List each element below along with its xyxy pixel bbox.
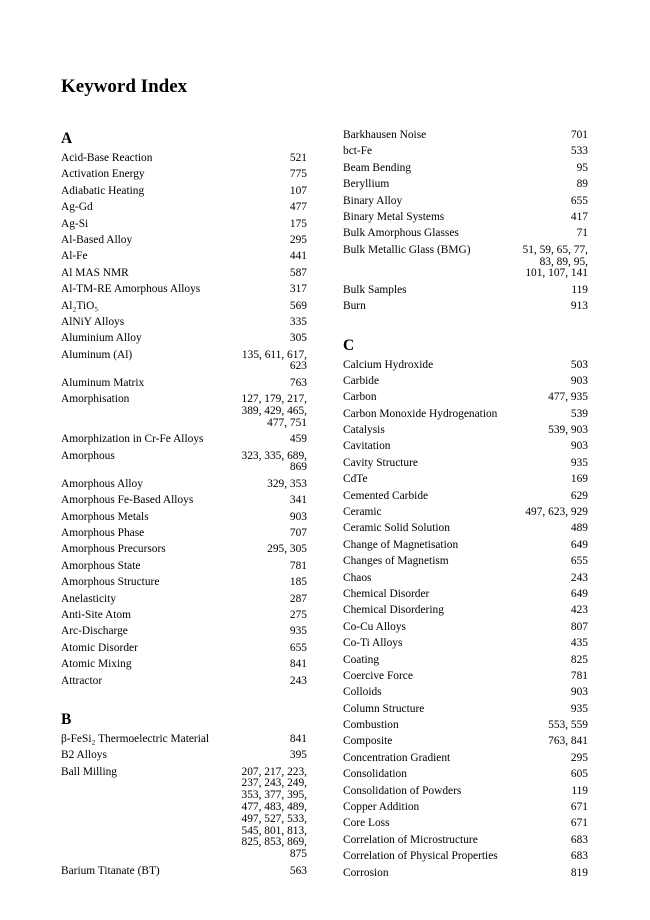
index-pages: 95 bbox=[576, 161, 588, 174]
index-entry bbox=[343, 753, 588, 765]
index-pages: 841 bbox=[289, 732, 307, 745]
index-entry bbox=[61, 528, 307, 540]
index-term: CdTe bbox=[343, 473, 368, 486]
index-pages: 763 bbox=[289, 376, 307, 389]
index-pages: 169 bbox=[570, 473, 588, 486]
index-term: Coercive Force bbox=[343, 669, 413, 682]
index-pages: 935 bbox=[289, 625, 307, 638]
index-term: Correlation of Physical Properties bbox=[343, 850, 498, 863]
index-pages: 135, 611, 617, 623 bbox=[241, 348, 307, 373]
index-pages: 295 bbox=[570, 751, 588, 764]
index-term: Ceramic bbox=[343, 506, 382, 519]
section-letter: C bbox=[343, 336, 355, 354]
index-pages: 781 bbox=[570, 669, 588, 682]
index-term: Catalysis bbox=[343, 424, 385, 437]
index-term: Aluminum (Al) bbox=[61, 348, 133, 361]
index-entry bbox=[343, 573, 588, 585]
index-entry bbox=[343, 605, 588, 617]
index-entry bbox=[343, 376, 588, 388]
index-term: Ball Milling bbox=[61, 765, 118, 778]
index-pages: 935 bbox=[570, 702, 588, 715]
index-pages: 477, 935 bbox=[548, 391, 588, 404]
index-term: Burn bbox=[343, 300, 366, 313]
index-entry bbox=[61, 512, 307, 524]
index-entry bbox=[343, 196, 588, 208]
index-entry bbox=[343, 425, 588, 437]
index-entry bbox=[61, 202, 307, 214]
index-pages: 477 bbox=[289, 201, 307, 214]
index-term: Core Loss bbox=[343, 817, 390, 830]
index-term: Amorphous Fe-Based Alloys bbox=[61, 494, 194, 507]
index-entry bbox=[61, 676, 307, 688]
index-pages: 553, 559 bbox=[548, 719, 588, 732]
index-entry bbox=[61, 251, 307, 263]
index-pages: 341 bbox=[289, 494, 307, 507]
index-pages: 935 bbox=[570, 456, 588, 469]
index-pages: 563 bbox=[289, 864, 307, 877]
index-entry bbox=[343, 245, 588, 280]
index-entry bbox=[343, 285, 588, 297]
index-term: Atomic Mixing bbox=[61, 658, 132, 671]
section-letter: A bbox=[61, 130, 73, 147]
index-term: Al₂TiO₅ bbox=[61, 299, 99, 312]
index-entry bbox=[343, 146, 588, 158]
index-term: Beryllium bbox=[343, 178, 390, 191]
index-pages: 323, 335, 689, 869 bbox=[241, 449, 307, 474]
index-entry bbox=[343, 835, 588, 847]
index-term: Chaos bbox=[343, 571, 372, 584]
index-entry bbox=[61, 643, 307, 655]
index-term: Al-Fe bbox=[61, 250, 88, 263]
index-pages: 51, 59, 65, 77, 83, 89, 95, 101, 107, 141 bbox=[522, 243, 588, 280]
index-term: Cavity Structure bbox=[343, 456, 418, 469]
index-entry bbox=[343, 523, 588, 535]
index-entry bbox=[61, 479, 307, 491]
index-pages: 521 bbox=[289, 152, 307, 164]
index-pages: 913 bbox=[570, 300, 588, 313]
index-pages: 185 bbox=[289, 576, 307, 589]
index-pages: 497, 623, 929 bbox=[525, 506, 588, 519]
index-term: Amorphous Alloy bbox=[61, 477, 143, 490]
index-term: Carbon bbox=[343, 391, 377, 404]
index-term: Corrosion bbox=[343, 866, 389, 879]
index-pages: 763, 841 bbox=[548, 735, 588, 748]
index-entry bbox=[343, 851, 588, 863]
index-term: Chemical Disorder bbox=[343, 587, 430, 600]
index-entry bbox=[343, 769, 588, 781]
index-term: Coating bbox=[343, 653, 380, 666]
index-entry bbox=[61, 394, 307, 429]
index-term: B2 Alloys bbox=[61, 749, 107, 762]
index-entry bbox=[61, 495, 307, 507]
index-term: Correlation of Microstructure bbox=[343, 833, 478, 846]
index-entry bbox=[343, 818, 588, 830]
index-pages: 175 bbox=[289, 217, 307, 230]
index-term: Activation Energy bbox=[61, 168, 145, 181]
index-pages: 707 bbox=[289, 527, 307, 539]
index-term: Anelasticity bbox=[61, 592, 117, 605]
index-term: Al MAS NMR bbox=[61, 266, 129, 279]
index-pages: 335 bbox=[289, 315, 307, 328]
index-entry bbox=[343, 622, 588, 634]
index-entry bbox=[343, 736, 588, 748]
index-pages: 395 bbox=[289, 749, 307, 762]
index-term: Amorphous Structure bbox=[61, 576, 160, 589]
index-entry bbox=[343, 786, 588, 798]
index-entry bbox=[61, 561, 307, 573]
index-pages: 127, 179, 217, 389, 429, 465, 477, 751 bbox=[241, 393, 307, 429]
index-pages: 89 bbox=[576, 178, 588, 191]
index-entry bbox=[61, 268, 307, 280]
index-entry bbox=[343, 163, 588, 175]
index-pages: 903 bbox=[570, 686, 588, 699]
index-pages: 649 bbox=[570, 587, 588, 600]
index-pages: 533 bbox=[570, 145, 588, 158]
index-pages: 701 bbox=[570, 129, 588, 141]
index-term: Amorphisation bbox=[61, 393, 130, 406]
index-entry bbox=[61, 284, 307, 296]
index-entry bbox=[343, 638, 588, 650]
index-term: Amorphization in Cr-Fe Alloys bbox=[61, 433, 204, 446]
index-term: Column Structure bbox=[343, 702, 425, 715]
index-entry bbox=[61, 317, 307, 329]
index-term: Chemical Disordering bbox=[343, 604, 444, 617]
index-pages: 329, 353 bbox=[267, 477, 307, 490]
index-pages: 807 bbox=[570, 620, 588, 633]
index-entry bbox=[61, 378, 307, 390]
index-pages: 683 bbox=[570, 833, 588, 846]
index-term: Aluminium Alloy bbox=[61, 332, 142, 345]
index-entry bbox=[61, 350, 307, 374]
index-pages: 825 bbox=[570, 653, 588, 666]
index-entry bbox=[343, 540, 588, 552]
index-pages: 655 bbox=[289, 641, 307, 654]
index-entry bbox=[343, 671, 588, 683]
index-term: Ag-Si bbox=[61, 217, 89, 230]
index-pages: 841 bbox=[289, 658, 307, 671]
index-term: Bulk Metallic Glass (BMG) bbox=[343, 243, 471, 256]
index-pages: 423 bbox=[570, 604, 588, 617]
index-term: Binary Metal Systems bbox=[343, 210, 445, 223]
index-term: Anti-Site Atom bbox=[61, 608, 131, 621]
index-entry bbox=[343, 458, 588, 470]
index-term: Beam Bending bbox=[343, 161, 412, 174]
index-pages: 781 bbox=[289, 559, 307, 572]
index-pages: 275 bbox=[289, 608, 307, 621]
index-term: Bulk Amorphous Glasses bbox=[343, 227, 459, 240]
index-pages: 569 bbox=[289, 299, 307, 312]
index-entry bbox=[343, 802, 588, 814]
index-pages: 243 bbox=[570, 571, 588, 584]
index-pages: 295 bbox=[289, 233, 307, 246]
index-term: Concentration Gradient bbox=[343, 751, 451, 764]
index-term: Cemented Carbide bbox=[343, 489, 429, 502]
index-term: Barium Titanate (BT) bbox=[61, 864, 160, 877]
index-entry bbox=[61, 186, 307, 198]
index-pages: 243 bbox=[289, 674, 307, 687]
index-entry bbox=[343, 212, 588, 224]
index-term: Consolidation bbox=[343, 768, 407, 781]
index-term: Changes of Magnetism bbox=[343, 555, 449, 568]
index-entry bbox=[343, 507, 588, 519]
index-entry bbox=[343, 301, 588, 313]
index-pages: 207, 217, 223, 237, 243, 249, 353, 377, 395, 477, 483, 489, 497, 527, 533, 545, 801, 813, 825, 853, 869, 875 bbox=[241, 765, 307, 861]
index-term: Adiabatic Heating bbox=[61, 184, 145, 197]
index-entry bbox=[61, 451, 307, 475]
index-pages: 655 bbox=[570, 555, 588, 568]
index-pages: 287 bbox=[289, 592, 307, 605]
index-pages: 295, 305 bbox=[267, 543, 307, 556]
index-pages: 903 bbox=[570, 374, 588, 387]
index-term: Al-Based Alloy bbox=[61, 233, 133, 246]
index-entry bbox=[343, 491, 588, 503]
index-pages: 775 bbox=[289, 168, 307, 181]
index-term: AlNiY Alloys bbox=[61, 315, 125, 328]
index-entry bbox=[61, 750, 307, 762]
index-term: Combustion bbox=[343, 719, 399, 732]
index-term: Bulk Samples bbox=[343, 283, 407, 296]
index-term: bct-Fe bbox=[343, 145, 373, 158]
index-term: Atomic Disorder bbox=[61, 641, 138, 654]
index-pages: 417 bbox=[570, 210, 588, 223]
section-letter: B bbox=[61, 710, 72, 728]
index-entry bbox=[61, 734, 307, 746]
index-term: Amorphous Metals bbox=[61, 510, 149, 523]
index-term: Carbon Monoxide Hydrogenation bbox=[343, 407, 498, 420]
index-entry bbox=[61, 235, 307, 247]
index-term: Ag-Gd bbox=[61, 201, 93, 214]
index-term: Aluminum Matrix bbox=[61, 376, 145, 389]
index-entry bbox=[61, 333, 307, 345]
index-column-right bbox=[343, 130, 588, 884]
index-pages: 539, 903 bbox=[548, 424, 588, 437]
index-pages: 317 bbox=[289, 283, 307, 296]
index-entry bbox=[61, 866, 307, 878]
index-pages: 119 bbox=[571, 283, 588, 296]
page-title: Keyword Index bbox=[61, 76, 188, 97]
index-term: Acid-Base Reaction bbox=[61, 152, 153, 164]
index-term: Barkhausen Noise bbox=[343, 129, 427, 141]
index-pages: 107 bbox=[289, 184, 307, 197]
index-term: Calcium Hydroxide bbox=[343, 358, 434, 371]
index-pages: 671 bbox=[570, 801, 588, 814]
index-pages: 605 bbox=[570, 768, 588, 781]
index-term: Cavitation bbox=[343, 440, 391, 453]
index-term: Copper Addition bbox=[343, 801, 420, 814]
index-pages: 305 bbox=[289, 332, 307, 345]
index-entry bbox=[343, 441, 588, 453]
index-entry bbox=[343, 868, 588, 880]
index-entry bbox=[343, 704, 588, 716]
index-term: Amorphous State bbox=[61, 559, 141, 572]
index-term: Composite bbox=[343, 735, 393, 748]
index-entry bbox=[61, 610, 307, 622]
index-pages: 629 bbox=[570, 489, 588, 502]
index-pages: 587 bbox=[289, 266, 307, 279]
index-entry bbox=[343, 589, 588, 601]
index-term: Consolidation of Powders bbox=[343, 784, 462, 797]
index-term: Ceramic Solid Solution bbox=[343, 522, 450, 535]
index-entry bbox=[343, 474, 588, 486]
index-term: Change of Magnetisation bbox=[343, 538, 459, 551]
index-pages: 441 bbox=[289, 250, 307, 263]
index-pages: 649 bbox=[570, 538, 588, 551]
index-term: Co-Cu Alloys bbox=[343, 620, 406, 633]
index-pages: 119 bbox=[571, 784, 588, 797]
index-pages: 903 bbox=[570, 440, 588, 453]
index-entry bbox=[343, 409, 588, 421]
index-entry bbox=[343, 687, 588, 699]
index-term: Amorphous Phase bbox=[61, 527, 145, 539]
index-pages: 655 bbox=[570, 194, 588, 207]
index-column-left bbox=[61, 130, 307, 882]
index-entry bbox=[343, 655, 588, 667]
index-entry bbox=[343, 392, 588, 404]
index-pages: 903 bbox=[289, 510, 307, 523]
index-entry bbox=[343, 720, 588, 732]
index-pages: 539 bbox=[570, 407, 588, 420]
index-term: Carbide bbox=[343, 374, 380, 387]
index-pages: 819 bbox=[570, 866, 588, 879]
index-entry bbox=[343, 228, 588, 240]
index-entry bbox=[343, 179, 588, 191]
index-term: Attractor bbox=[61, 674, 103, 687]
index-entry bbox=[61, 594, 307, 606]
index-pages: 71 bbox=[576, 227, 588, 240]
index-term: Amorphous bbox=[61, 449, 115, 462]
index-entry bbox=[61, 169, 307, 181]
index-entry bbox=[61, 219, 307, 231]
index-entry bbox=[61, 659, 307, 671]
index-pages: 503 bbox=[570, 358, 588, 371]
index-entry bbox=[61, 434, 307, 446]
index-entry bbox=[343, 130, 588, 142]
index-entry bbox=[61, 577, 307, 589]
index-entry bbox=[61, 544, 307, 556]
index-pages: 435 bbox=[570, 637, 588, 650]
index-term: Binary Alloy bbox=[343, 194, 403, 207]
index-pages: 671 bbox=[570, 817, 588, 830]
index-pages: 683 bbox=[570, 850, 588, 863]
index-term: Co-Ti Alloys bbox=[343, 637, 403, 650]
index-entry bbox=[61, 301, 307, 313]
index-pages: 459 bbox=[289, 433, 307, 446]
index-entry bbox=[61, 153, 307, 165]
index-term: Arc-Discharge bbox=[61, 625, 128, 638]
index-entry bbox=[343, 556, 588, 568]
index-entry bbox=[61, 626, 307, 638]
index-entry bbox=[343, 360, 588, 372]
index-pages: 489 bbox=[570, 522, 588, 535]
index-entry bbox=[61, 767, 307, 861]
index-term: Amorphous Precursors bbox=[61, 543, 166, 556]
index-term: β-FeSi₂ Thermoelectric Material bbox=[61, 732, 210, 745]
index-term: Al-TM-RE Amorphous Alloys bbox=[61, 283, 201, 296]
index-term: Colloids bbox=[343, 686, 382, 699]
